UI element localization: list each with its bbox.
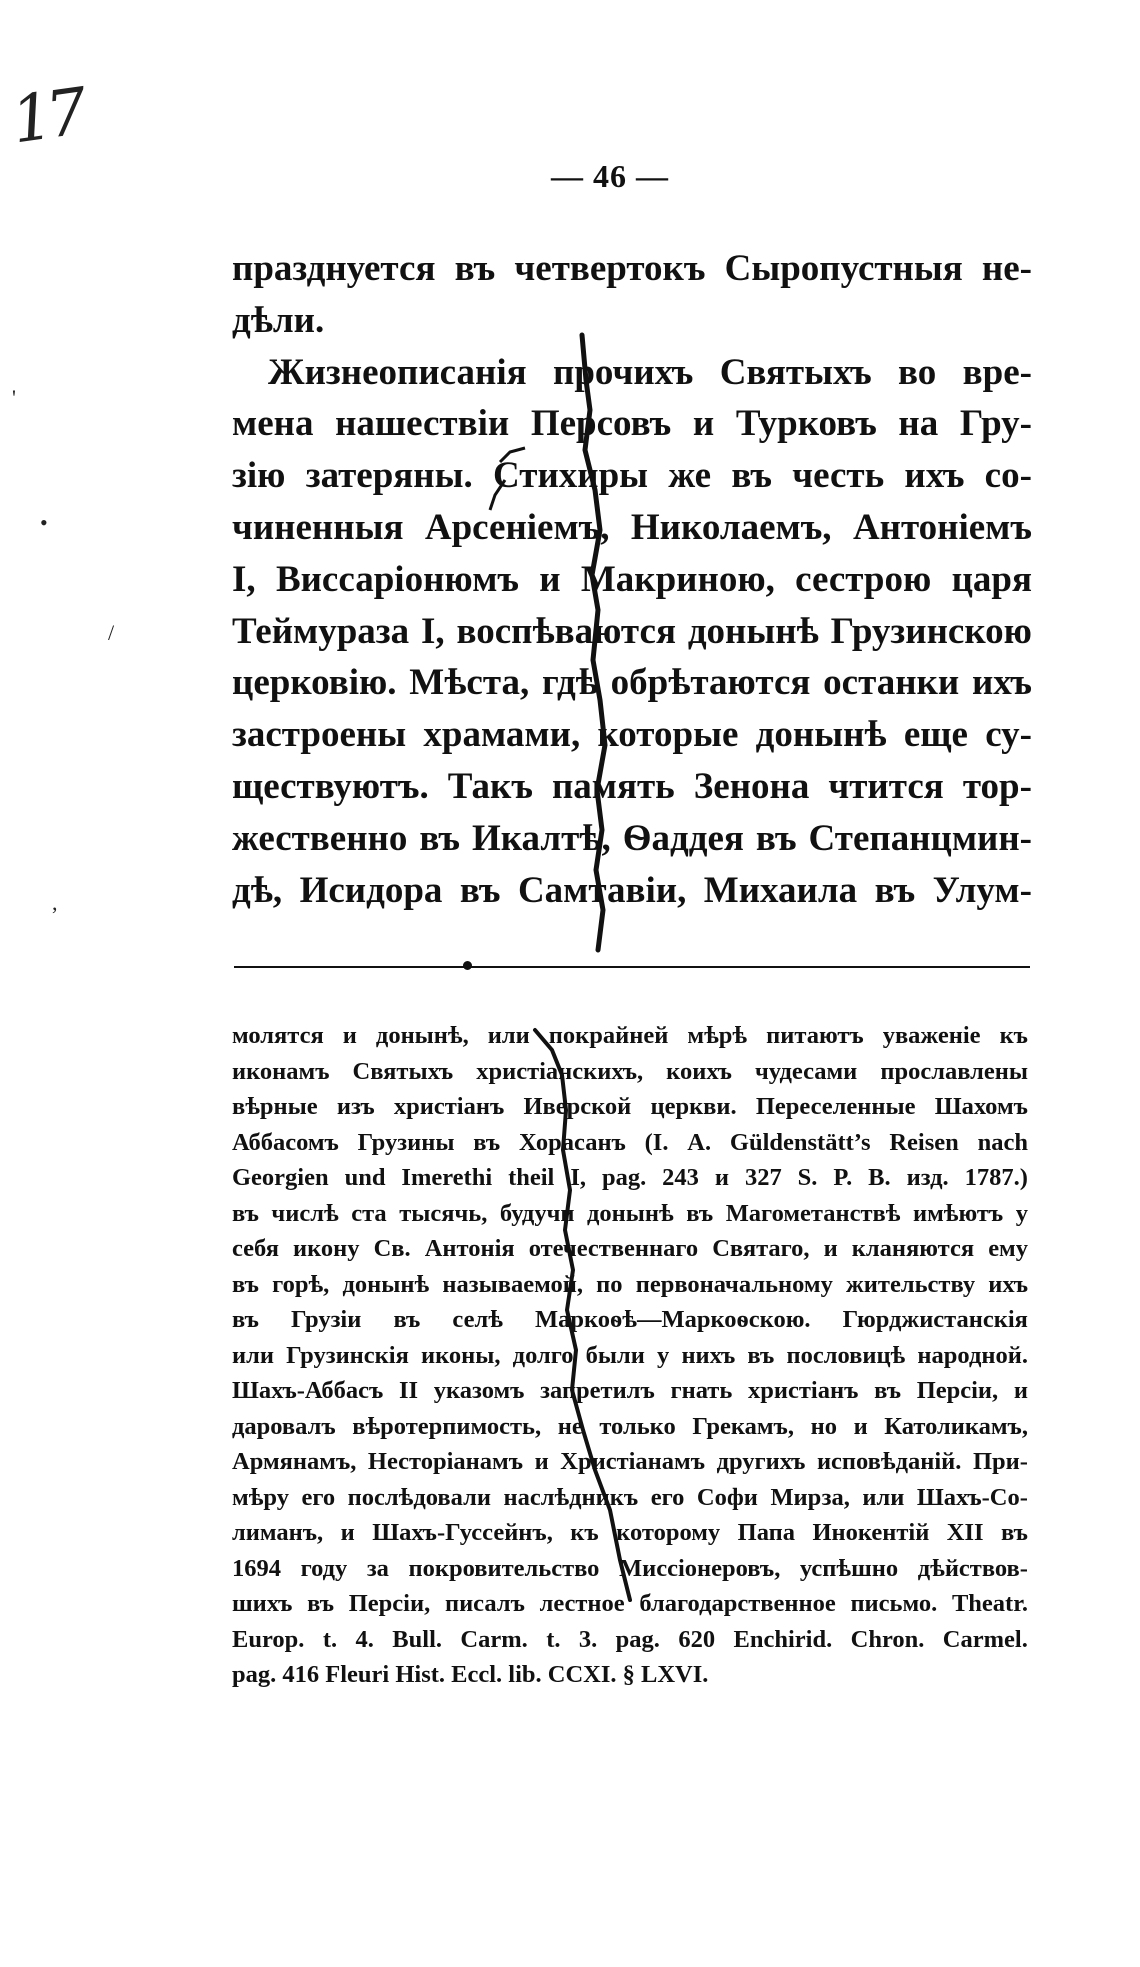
word: память bbox=[551, 765, 675, 807]
word: въ bbox=[755, 817, 797, 859]
word: въ bbox=[459, 869, 501, 911]
word: Такъ bbox=[447, 765, 533, 807]
word: Europ. bbox=[232, 1625, 305, 1653]
word: Исидора bbox=[299, 869, 443, 911]
word: царя bbox=[951, 558, 1032, 600]
word: Ѳаддея bbox=[622, 817, 744, 859]
word: во bbox=[898, 351, 937, 393]
word: зію bbox=[232, 455, 286, 497]
main-text-line bbox=[232, 502, 1032, 554]
footnote-line bbox=[232, 1373, 1028, 1409]
word: имѣютъ bbox=[912, 1199, 1004, 1227]
ink-speck: ' bbox=[12, 385, 16, 410]
word: его bbox=[650, 1483, 685, 1511]
word: нашествiи bbox=[335, 403, 510, 445]
word: селѣ bbox=[452, 1306, 503, 1333]
word: Антонія bbox=[424, 1235, 515, 1262]
footnote-block bbox=[232, 1018, 1028, 1693]
word: останки bbox=[823, 662, 960, 704]
word: Шахомъ bbox=[934, 1093, 1028, 1120]
word: году bbox=[300, 1554, 348, 1582]
word: Святаго, bbox=[712, 1235, 810, 1262]
word: Несторіанамъ bbox=[367, 1448, 524, 1475]
main-text-line bbox=[232, 606, 1032, 658]
word: тысячь, bbox=[399, 1199, 488, 1227]
word: даровалъ bbox=[232, 1412, 336, 1440]
main-text-line bbox=[232, 450, 1032, 502]
word: еще bbox=[903, 714, 968, 756]
word: первоначальному bbox=[635, 1270, 833, 1298]
word: которому bbox=[616, 1519, 721, 1546]
footnote-line bbox=[232, 1338, 1028, 1374]
word: Стихиры bbox=[493, 455, 649, 497]
word: уваженіе bbox=[882, 1022, 981, 1049]
word: изъ bbox=[336, 1093, 375, 1120]
word: успѣшно bbox=[799, 1554, 899, 1582]
word: Св. bbox=[373, 1235, 411, 1262]
word: Шахъ-Аббасъ bbox=[232, 1377, 384, 1404]
word: Шахъ-Гуссейнъ, bbox=[372, 1519, 553, 1546]
main-text-block bbox=[232, 243, 1032, 916]
word: Самтавіи, bbox=[517, 869, 687, 911]
footnote-line bbox=[232, 1515, 1028, 1551]
word: сестрою bbox=[795, 558, 932, 600]
word: су- bbox=[985, 714, 1032, 756]
ink-speck: • bbox=[40, 510, 48, 535]
word: четвертокъ bbox=[514, 248, 706, 289]
word: Theatr. bbox=[951, 1590, 1028, 1617]
word: же bbox=[668, 455, 712, 497]
footnote-line bbox=[232, 1444, 1028, 1480]
word: дѣ, bbox=[232, 869, 283, 911]
word: со- bbox=[984, 455, 1032, 497]
footnote-line bbox=[232, 1089, 1028, 1125]
word: къ bbox=[999, 1022, 1028, 1049]
word: Персовъ bbox=[530, 403, 672, 445]
word: Güldenstätt’s bbox=[729, 1128, 871, 1156]
word: Грекамъ, bbox=[692, 1412, 794, 1440]
word: благодарственное bbox=[639, 1590, 836, 1617]
footnote-line bbox=[232, 1018, 1028, 1054]
word: икону bbox=[293, 1235, 360, 1262]
word: будучи bbox=[499, 1199, 575, 1227]
word: дѣйствов- bbox=[917, 1554, 1028, 1582]
footnote-line bbox=[232, 1231, 1028, 1267]
word: въ bbox=[874, 1377, 901, 1404]
word: При- bbox=[973, 1448, 1028, 1475]
word: къ bbox=[570, 1519, 599, 1546]
footnote-line bbox=[232, 1586, 1028, 1622]
word: Carmel. bbox=[942, 1625, 1028, 1653]
word: празднуется bbox=[232, 248, 436, 289]
ink-speck: / bbox=[108, 620, 115, 645]
word: по bbox=[596, 1270, 623, 1298]
word: или bbox=[862, 1483, 905, 1511]
word: 4. bbox=[355, 1625, 374, 1653]
word: Армянамъ, bbox=[232, 1448, 357, 1475]
word: прочихъ bbox=[553, 351, 694, 393]
word: Грузины bbox=[357, 1128, 455, 1156]
word: чудесами bbox=[754, 1057, 858, 1085]
word: Chron. bbox=[850, 1625, 925, 1653]
word: t. bbox=[546, 1625, 561, 1653]
word: Антоніемъ bbox=[852, 506, 1032, 548]
main-text-line bbox=[232, 347, 1032, 399]
word: отечественнаго bbox=[528, 1235, 699, 1262]
word: изд. bbox=[906, 1164, 949, 1191]
ink-speck: , bbox=[52, 890, 58, 915]
word: въ bbox=[307, 1590, 335, 1617]
word: чиненныя bbox=[232, 506, 404, 548]
word: S. bbox=[797, 1164, 818, 1191]
main-text-line bbox=[232, 813, 1032, 865]
word: или bbox=[232, 1341, 274, 1369]
word: Переселенные bbox=[755, 1093, 916, 1120]
word: t. bbox=[322, 1625, 338, 1653]
word: Хорасанъ bbox=[518, 1128, 626, 1156]
word: Georgien bbox=[232, 1164, 329, 1191]
word: въ bbox=[747, 1341, 775, 1369]
word: и bbox=[342, 1022, 357, 1049]
word: прославлены bbox=[880, 1057, 1028, 1085]
word: и bbox=[714, 1164, 729, 1191]
word: Святыхъ bbox=[719, 351, 872, 393]
word: въ bbox=[393, 1306, 421, 1333]
word: иконамъ bbox=[232, 1057, 330, 1085]
word: жественно bbox=[232, 817, 408, 859]
word: гнать bbox=[670, 1377, 733, 1404]
word: Папа bbox=[737, 1519, 795, 1546]
word: его bbox=[301, 1483, 336, 1511]
footnote-line bbox=[232, 1125, 1028, 1161]
word: P. bbox=[833, 1164, 853, 1191]
word: Арсеніемъ, bbox=[424, 506, 610, 548]
word: и bbox=[853, 1412, 868, 1440]
word: Степанцмин- bbox=[808, 817, 1032, 859]
word: у bbox=[1015, 1199, 1028, 1227]
word: вѣрные bbox=[232, 1093, 318, 1120]
word: ихъ bbox=[988, 1270, 1028, 1298]
word: и bbox=[340, 1519, 355, 1546]
word: ему bbox=[988, 1235, 1028, 1262]
footnote-line bbox=[232, 1196, 1028, 1232]
word: церкви. bbox=[650, 1093, 737, 1120]
word: II bbox=[398, 1377, 419, 1404]
word: Imerethi bbox=[401, 1164, 493, 1191]
word: или bbox=[487, 1022, 530, 1049]
word: воспѣваются bbox=[456, 610, 676, 652]
word: Святыхъ bbox=[352, 1057, 454, 1085]
word: Жизнеописанія bbox=[268, 351, 527, 393]
word: мѣру bbox=[232, 1483, 289, 1511]
word: застроены bbox=[232, 714, 407, 756]
word: Bull. bbox=[392, 1625, 443, 1653]
word: Гру- bbox=[959, 403, 1032, 445]
word: и bbox=[539, 558, 561, 600]
word: донынѣ bbox=[755, 714, 887, 756]
word: пословицѣ bbox=[786, 1341, 906, 1369]
word: Макриною, bbox=[580, 558, 775, 600]
word: тор- bbox=[962, 765, 1032, 807]
word: I, bbox=[232, 558, 256, 600]
word: Николаемъ, bbox=[630, 506, 832, 548]
word: Мирза, bbox=[770, 1483, 850, 1511]
footnote-separator-rule bbox=[234, 966, 1030, 968]
word: кланяются bbox=[851, 1235, 975, 1262]
word: Шахъ-Со- bbox=[916, 1483, 1028, 1511]
footnote-line bbox=[232, 1551, 1028, 1587]
word: Enchirid. bbox=[733, 1625, 833, 1653]
word: у bbox=[657, 1341, 670, 1369]
word: Христіанамъ bbox=[560, 1448, 706, 1475]
word: и bbox=[534, 1448, 549, 1475]
word: Маркоѳѣ—Маркоѳскою. bbox=[535, 1306, 811, 1333]
word: Софи bbox=[696, 1483, 758, 1511]
word: Персіи, bbox=[916, 1377, 999, 1404]
word: не- bbox=[981, 248, 1032, 289]
word: были bbox=[585, 1341, 645, 1369]
word: въ bbox=[232, 1199, 259, 1227]
word: Теймураза bbox=[232, 610, 410, 652]
word: Зенона bbox=[693, 765, 810, 807]
word: но bbox=[810, 1412, 837, 1440]
word: Миссіонеровъ, bbox=[619, 1554, 781, 1582]
word: въ bbox=[232, 1306, 259, 1333]
word: I, bbox=[570, 1164, 586, 1191]
word: донынѣ bbox=[342, 1270, 430, 1298]
footnote-line bbox=[232, 1160, 1028, 1196]
word: вре- bbox=[962, 351, 1032, 393]
word: донынѣ, bbox=[375, 1022, 469, 1049]
word: Инокентій bbox=[812, 1519, 930, 1546]
word: христіанъ bbox=[748, 1377, 859, 1404]
word: долго bbox=[512, 1341, 574, 1369]
word: жительству bbox=[846, 1270, 976, 1298]
word: обрѣтаются bbox=[610, 662, 811, 704]
word: Грузинскою bbox=[830, 610, 1032, 652]
footnote-line bbox=[232, 1267, 1028, 1303]
word: лестное bbox=[539, 1590, 625, 1617]
word: 1694 bbox=[232, 1554, 281, 1582]
word: покровительство bbox=[408, 1554, 600, 1582]
word: 1787.) bbox=[964, 1164, 1028, 1191]
word: Мѣста, bbox=[409, 662, 530, 704]
word: въ bbox=[731, 455, 772, 497]
word: nach bbox=[977, 1128, 1028, 1156]
word: питаютъ bbox=[766, 1022, 864, 1049]
word: шихъ bbox=[232, 1590, 293, 1617]
word: молятся bbox=[232, 1022, 324, 1049]
word: Reisen bbox=[889, 1128, 959, 1156]
word: за bbox=[366, 1554, 389, 1582]
main-text-line: дѣли. bbox=[232, 299, 325, 341]
word: Гюрджистанскія bbox=[842, 1306, 1028, 1333]
word: I, bbox=[421, 610, 445, 652]
main-text-line bbox=[232, 761, 1032, 813]
word: донынѣ bbox=[587, 1199, 674, 1227]
word: въ bbox=[232, 1270, 259, 1298]
word: которые bbox=[597, 714, 739, 756]
word: христіанъ bbox=[393, 1093, 505, 1120]
word: исповѣданій. bbox=[816, 1448, 962, 1475]
word: ихъ bbox=[904, 455, 965, 497]
main-text-line bbox=[232, 398, 1032, 450]
word: честь bbox=[792, 455, 885, 497]
word: мѣрѣ bbox=[687, 1022, 748, 1049]
main-text-line bbox=[232, 554, 1032, 606]
word: и bbox=[692, 403, 715, 445]
word: Персіи, bbox=[348, 1590, 431, 1617]
word: Магометанствѣ bbox=[725, 1199, 901, 1227]
word: числѣ bbox=[271, 1199, 339, 1227]
footnote-line bbox=[232, 1409, 1028, 1445]
word: pag. bbox=[601, 1164, 647, 1191]
word: лиманъ, bbox=[232, 1519, 324, 1546]
word: называемой, bbox=[442, 1270, 583, 1298]
word: и bbox=[1013, 1377, 1028, 1404]
word: (I. bbox=[644, 1128, 669, 1156]
word: Грузіи bbox=[290, 1306, 362, 1333]
footnote-line: pag. 416 Fleuri Hist. Eccl. lib. CCXI. § LXVI. bbox=[232, 1661, 709, 1688]
word: храмами, bbox=[423, 714, 581, 756]
word: нихъ bbox=[681, 1341, 736, 1369]
footnote-line bbox=[232, 1622, 1028, 1658]
word: себя bbox=[232, 1235, 279, 1262]
word: народной. bbox=[917, 1341, 1028, 1369]
word: Carm. bbox=[460, 1625, 528, 1653]
word: Аббасомъ bbox=[232, 1128, 339, 1156]
handwritten-margin-mark: 17 bbox=[7, 75, 87, 159]
word: 243 bbox=[662, 1164, 699, 1191]
word: ста bbox=[351, 1199, 387, 1227]
word: покрайней bbox=[548, 1022, 669, 1049]
word: другихъ bbox=[716, 1448, 806, 1475]
word: 620 bbox=[678, 1625, 716, 1653]
word: въ bbox=[473, 1128, 501, 1156]
word: Грузинскія bbox=[286, 1341, 409, 1369]
footnote-line bbox=[232, 1054, 1028, 1090]
page-number: — 46 — bbox=[551, 158, 669, 194]
word: ществуютъ. bbox=[232, 765, 429, 807]
word: въ bbox=[419, 817, 460, 859]
word: мена bbox=[232, 403, 314, 445]
word: только bbox=[599, 1412, 676, 1440]
separator-ink-dot bbox=[463, 961, 472, 970]
word: XII bbox=[946, 1519, 984, 1546]
word: Михаила bbox=[703, 869, 858, 911]
word: чтится bbox=[828, 765, 944, 807]
main-text-line bbox=[232, 243, 1032, 295]
main-text-line bbox=[232, 709, 1032, 761]
word: 327 bbox=[744, 1164, 782, 1191]
word: указомъ bbox=[433, 1377, 525, 1404]
footnote-line bbox=[232, 1480, 1028, 1516]
word: Турковъ bbox=[735, 403, 877, 445]
word: коихъ bbox=[666, 1057, 732, 1085]
word: христіанскихъ, bbox=[476, 1057, 644, 1085]
word: und bbox=[344, 1164, 386, 1191]
word: наслѣдникъ bbox=[503, 1483, 639, 1511]
word: въ bbox=[686, 1199, 714, 1227]
word: иконы, bbox=[421, 1341, 501, 1369]
word: послѣдовали bbox=[347, 1483, 491, 1511]
word: вѣротерпимость, bbox=[352, 1412, 542, 1440]
word: писалъ bbox=[444, 1590, 525, 1617]
word: и bbox=[823, 1235, 838, 1262]
word: письмо. bbox=[850, 1590, 938, 1617]
word: Виссаріонюмъ bbox=[275, 558, 519, 600]
word: Иверской bbox=[523, 1093, 632, 1120]
word: Сыропустныя bbox=[724, 248, 963, 289]
word: затеряны. bbox=[305, 455, 473, 497]
word: на bbox=[898, 403, 939, 445]
word: B. bbox=[868, 1164, 891, 1191]
word: въ bbox=[874, 869, 916, 911]
word: донынѣ bbox=[687, 610, 819, 652]
main-text-line bbox=[232, 657, 1032, 709]
word: горѣ, bbox=[272, 1270, 330, 1298]
word: ихъ bbox=[971, 662, 1032, 704]
word: Улум- bbox=[932, 869, 1032, 911]
word: въ bbox=[454, 248, 496, 289]
word: не bbox=[557, 1412, 583, 1440]
word: въ bbox=[1001, 1519, 1028, 1546]
word: Икалтѣ, bbox=[472, 817, 611, 859]
word: A. bbox=[687, 1128, 712, 1156]
word: запретилъ bbox=[540, 1377, 655, 1404]
footnote-line bbox=[232, 1302, 1028, 1338]
word: 3. bbox=[578, 1625, 598, 1653]
word: церковію. bbox=[232, 662, 397, 704]
word: theil bbox=[508, 1164, 555, 1191]
word: Католикамъ, bbox=[884, 1412, 1028, 1440]
main-text-line bbox=[232, 865, 1032, 917]
word: pag. bbox=[615, 1625, 660, 1653]
word: гдѣ bbox=[541, 662, 598, 704]
